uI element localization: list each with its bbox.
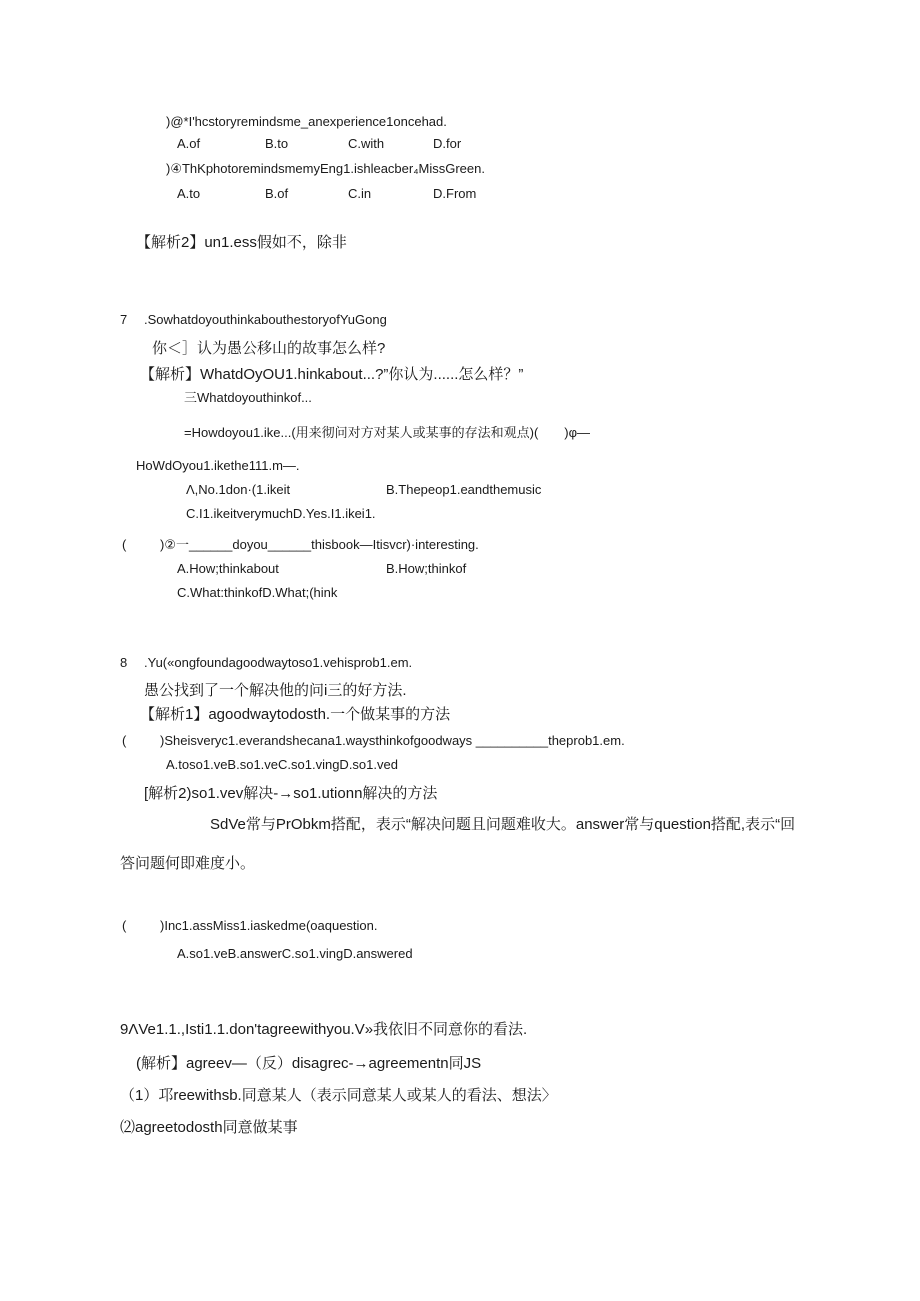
question-text: )Sheisveryc1.everandshecana1.waysthinkofgoodways __________theprob1.em. — [160, 733, 625, 748]
option-a: A.to — [177, 186, 201, 201]
item-sentence: .SowhatdoyouthinkabouthestoryofYuGong — [144, 312, 387, 327]
analysis-note: 【解析】WhatdOyOU1.hinkabout...?”你认为......怎么样？” — [140, 366, 524, 383]
question-text: )Inc1.assMiss1.iaskedme(oaquestion. — [160, 918, 378, 933]
analysis-point: ⑵agreetodosth同意做某事 — [120, 1119, 298, 1136]
option-d: D.for — [433, 136, 462, 151]
option-b: B.How;thinkof — [386, 561, 467, 576]
options: A.toso1.veB.so1.veC.so1.vingD.so1.ved — [166, 757, 398, 772]
option-a: A.How;thinkabout — [177, 561, 279, 576]
option-b: B.Thepeop1.eandthemusic — [386, 482, 542, 497]
option-b: B.to — [265, 136, 289, 151]
option-cd: C.I1.ikeitverymuchD.Yes.I1.ikei1. — [186, 506, 376, 521]
option-a: A.of — [177, 136, 201, 151]
item-sentence: 9ΛVe1.1.,Isti1.1.don'tagreewithyou.V»我依旧不同意你的看法. — [120, 1021, 528, 1038]
option-c: C.with — [348, 136, 385, 151]
analysis-line: =Howdoyou1.ike...(用来彻问对方对某人或某事的存法和观点)( )φ— — [184, 425, 591, 440]
item-translation: 愚公找到了一个解决他的问i三的好方法. — [144, 682, 407, 699]
item-number: 7 — [120, 312, 128, 327]
item-translation: 你＜］认为愚公移山的故事怎么样? — [152, 340, 386, 357]
usage-note: 答问题何即难度小。 — [120, 855, 256, 872]
option-b: B.of — [265, 186, 289, 201]
question-text: )@*I'hcstoryremindsme_anexperience1oncehad. — [166, 114, 447, 129]
option-a: Λ,No.1don·(1.ikeit — [186, 482, 291, 497]
analysis-note: 【解析2】un1.ess假如不，除非 — [136, 234, 347, 251]
analysis-note: [解析2)so1.vev解决-→so1.utionn解决的方法 — [144, 785, 438, 802]
analysis-point: （1）邛reewithsb.同意某人（表示同意某人或某人的看法、想法〉 — [120, 1087, 557, 1104]
options: A.so1.veB.answerC.so1.vingD.answered — [177, 946, 413, 961]
option-cd: C.What:thinkofD.What;(hink — [177, 585, 338, 600]
question-text: )④ThKphotoremindsmemyEng1.ishleacber₄MissGreen. — [166, 161, 485, 176]
item-sentence: .Yu(«ongfoundagoodwaytoso1.vehisprob1.em. — [144, 655, 413, 670]
analysis-note: (解析】agreev—（反）disagrec-→agreementn同JS — [136, 1055, 482, 1072]
item-number: 8 — [120, 655, 128, 670]
answer-paren: ( — [122, 918, 127, 933]
answer-paren: ( — [122, 733, 127, 748]
analysis-note: 【解析1】agoodwaytodosth.一个做某事的方法 — [140, 706, 451, 723]
analysis-line: 三Whatdoyouthinkof... — [184, 390, 312, 405]
option-d: D.From — [433, 186, 477, 201]
question-text: )②一______doyou______thisbook—Itisvcr)·interesting. — [160, 537, 479, 552]
answer-paren: ( — [122, 537, 127, 552]
analysis-line: HoWdOyou1.ikethe111.m—. — [136, 458, 300, 473]
usage-note: SdVe常与PrObkm搭配，表示“解决问题且问题难收大。answer常与question搭配,表示“回 — [210, 816, 796, 833]
option-c: C.in — [348, 186, 372, 201]
